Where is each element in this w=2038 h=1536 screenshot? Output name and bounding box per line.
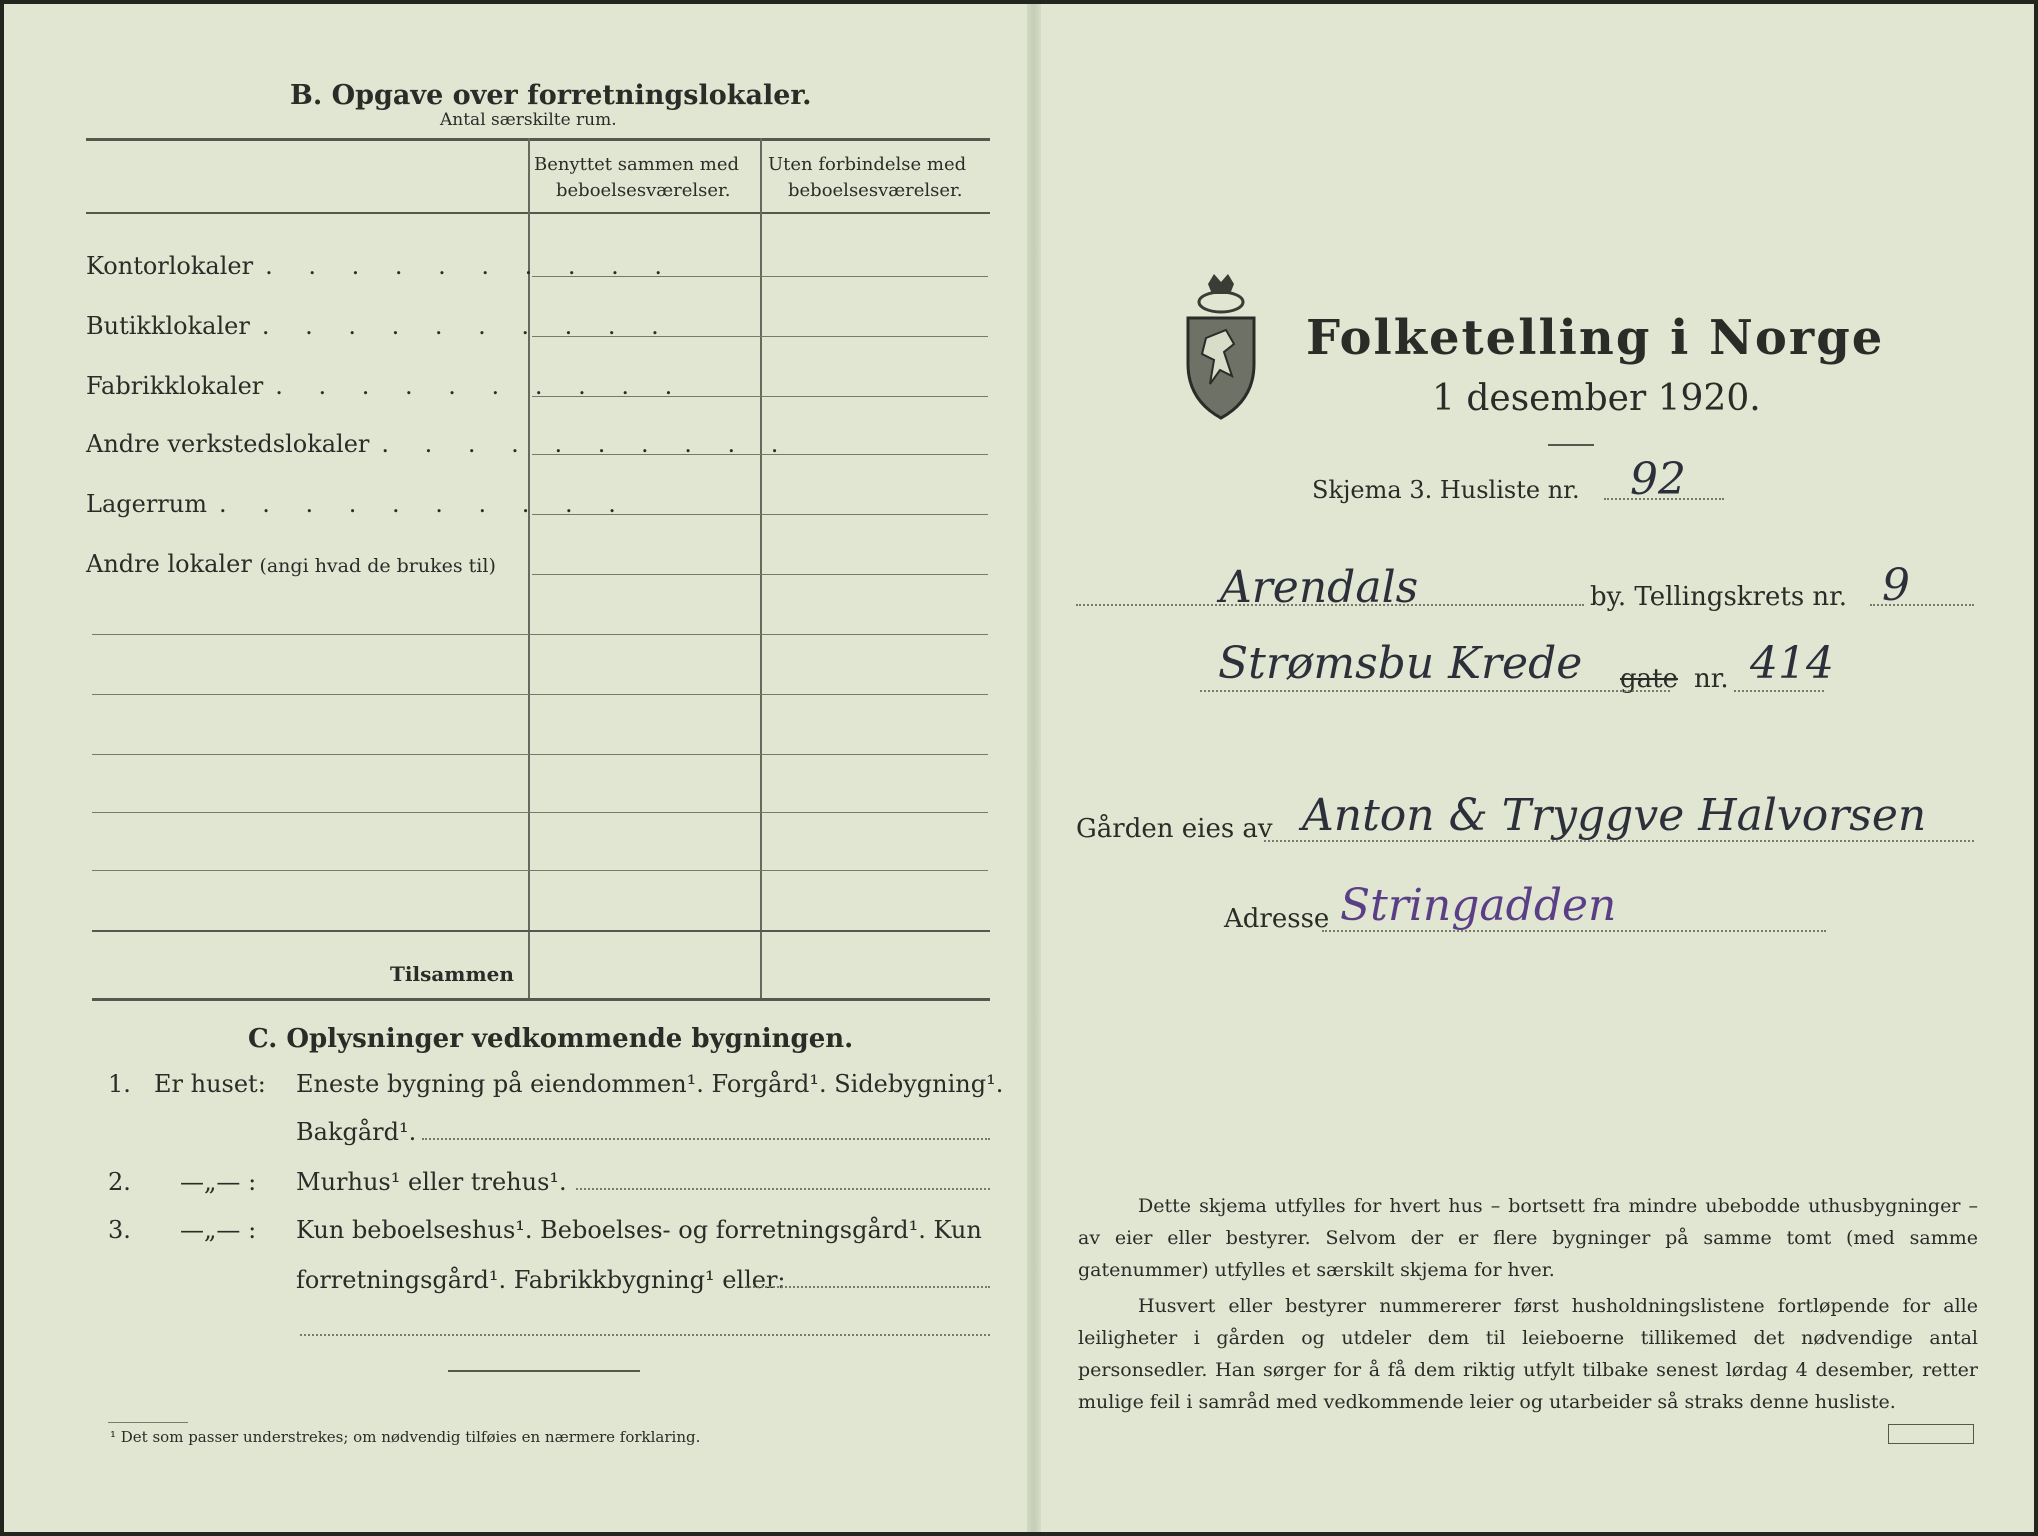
q1-text: Eneste bygning på eiendommen¹. Forgård¹. Sidebygning¹. [296, 1070, 1004, 1098]
table-bottom-rule [92, 998, 990, 1001]
footnote-rule [108, 1422, 188, 1423]
table-divider-2 [760, 138, 762, 998]
row-fabrikklokaler: Fabrikklokaler . . . . . . . . . . [86, 372, 687, 400]
q2-number: 2. [108, 1168, 131, 1196]
row-line [532, 454, 988, 455]
row-line [92, 870, 988, 871]
census-sheet [4, 4, 2034, 1532]
q3-text-2: forretningsgård¹. Fabrikkbygning¹ eller: [296, 1266, 786, 1294]
col1-header-line2: beboelsesværelser. [556, 180, 731, 201]
owner-handwritten: Anton & Tryggve Halvorsen [1302, 790, 1927, 841]
col2-header-line2: beboelsesværelser. [788, 180, 963, 201]
section-c-title: C. Oplysninger vedkommende bygningen. [248, 1024, 854, 1054]
col1-header-line1: Benyttet sammen med [534, 154, 740, 175]
row-leader: . . . . . . . . . . [218, 490, 630, 518]
street-fill-line [1200, 690, 1670, 692]
q3-fill-line-2 [300, 1334, 990, 1336]
row-line [92, 694, 988, 695]
street-handwritten: Strømsbu Krede [1218, 638, 1583, 689]
row-line [532, 396, 988, 397]
total-label: Tilsammen [390, 962, 514, 986]
instruction-paragraph-1: Dette skjema utfylles for hvert hus – bortsett fra mindre ubebodde uthusbygninger – av eier eller bestyrer. Selvom der er flere bygninger på samme tomt (med samme gatenummer) utfylles et særskilt skjema for hver. [1078, 1195, 1978, 1281]
q3-label: —„— : [180, 1216, 257, 1244]
street-number: 414 [1750, 638, 1834, 689]
section-c-end-rule [448, 1370, 640, 1372]
q2-label: —„— : [180, 1168, 257, 1196]
date-rule [1548, 444, 1594, 446]
row-leader: . . . . . . . . . . [265, 252, 677, 280]
row-butikklokaler: Butikklokaler . . . . . . . . . . [86, 312, 673, 340]
instruction-paragraph-2: Husvert eller bestyrer nummererer først husholdningslistene fortløpende for alle leiligheter i gården og utdeler dem til leieboerne tillikemed det nødvendige antal personsedler. Han sørger for å få dem riktig utfylt tilbake senest lørdag 4 desember, retter mulige feil i samråd med vedkommende leier og utarbeider så straks denne husliste. [1078, 1295, 1978, 1413]
q1-number: 1. [108, 1070, 131, 1098]
skjema-label: Skjema 3. Husliste nr. [1312, 476, 1580, 504]
krets-fill-line [1870, 604, 1974, 606]
row-line [92, 634, 988, 635]
city-fill-line [1076, 604, 1584, 606]
q1-label: Er huset: [154, 1070, 266, 1098]
row-line [532, 514, 988, 515]
census-date: 1 desember 1920. [1432, 378, 1761, 419]
q1-text-2: Bakgård¹. [296, 1118, 417, 1146]
q3-fill-line [746, 1286, 990, 1288]
q2-text: Murhus¹ eller trehus¹. [296, 1168, 567, 1196]
row-andre-verkstedslokaler: Andre verkstedslokaler . . . . . . . . . . [86, 430, 793, 458]
page-fold [1027, 4, 1041, 1532]
row-line [532, 336, 988, 337]
q1-fill-line [422, 1138, 990, 1140]
row-line [532, 574, 988, 575]
address-handwritten: Stringadden [1340, 880, 1617, 931]
row-line [532, 276, 988, 277]
coat-of-arms-icon [1180, 272, 1262, 422]
husliste-fill-line [1604, 498, 1724, 500]
address-label: Adresse [1224, 904, 1330, 934]
row-kontorlokaler: Kontorlokaler . . . . . . . . . . [86, 252, 677, 280]
row-lagerrum: Lagerrum . . . . . . . . . . [86, 490, 630, 518]
table-header-rule [86, 212, 990, 214]
q3-number: 3. [108, 1216, 131, 1244]
row-line [92, 812, 988, 813]
row-leader: . . . . . . . . . . [261, 312, 673, 340]
krets-number: 9 [1882, 560, 1910, 611]
address-fill-line [1322, 930, 1826, 932]
col2-header-line1: Uten forbindelse med [768, 154, 967, 175]
row-leader: . . . . . . . . . . [275, 372, 687, 400]
table-top-rule [86, 138, 990, 141]
street-crossed: gate [1620, 664, 1678, 694]
q2-fill-line [576, 1188, 990, 1190]
row-leader: . . . . . . . . . . [381, 430, 793, 458]
street-nr-fill-line [1734, 690, 1824, 692]
city-label: by. Tellingskrets nr. [1590, 582, 1848, 612]
census-title: Folketelling i Norge [1306, 310, 1885, 366]
row-andre-lokaler: Andre lokaler (angi hvad de brukes til) [86, 550, 496, 578]
total-top-rule [92, 930, 990, 932]
q3-text: Kun beboelseshus¹. Beboelses- og forretningsgård¹. Kun [296, 1216, 982, 1244]
footnote: ¹ Det som passer understrekes; om nødvendig tilføies en nærmere forklaring. [110, 1428, 701, 1446]
city-handwritten: Arendals [1220, 562, 1419, 613]
section-b-title: B. Opgave over forretningslokaler. [290, 80, 812, 111]
printer-stamp-icon [1888, 1424, 1974, 1444]
husliste-number: 92 [1630, 454, 1686, 505]
row-line [92, 754, 988, 755]
owner-label: Gården eies av [1076, 814, 1273, 844]
owner-fill-line [1264, 840, 1974, 842]
street-nr-label: nr. [1694, 664, 1729, 694]
section-b-subtitle: Antal særskilte rum. [440, 110, 617, 130]
